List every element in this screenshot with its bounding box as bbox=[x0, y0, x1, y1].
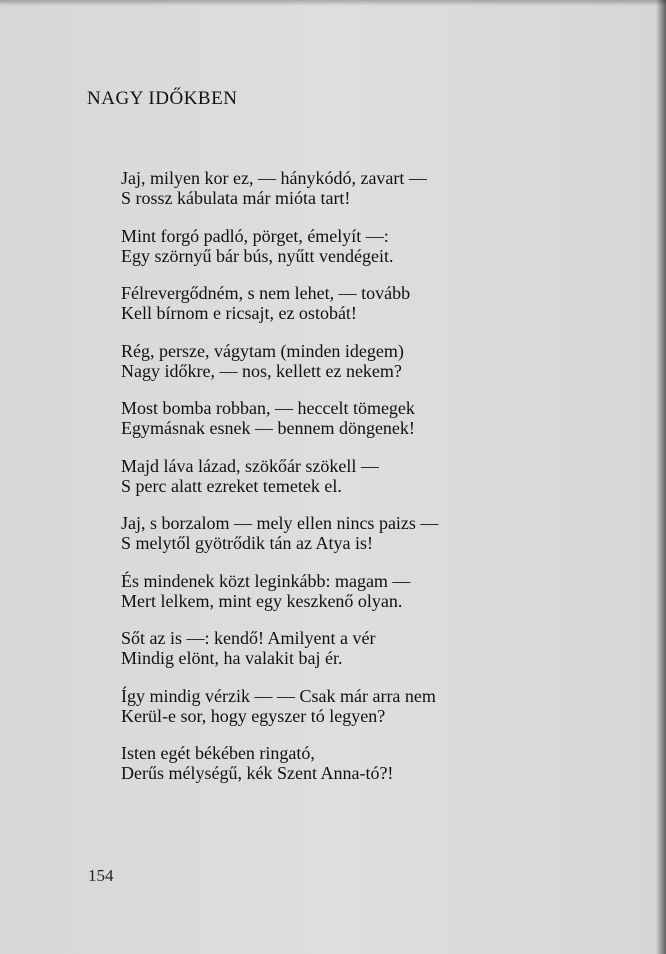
stanza bbox=[121, 341, 541, 381]
poem-line: Derűs mélységű, kék Szent Anna-tó?! bbox=[121, 763, 394, 783]
poem-line: Nagy időkre, — nos, kellett ez nekem? bbox=[121, 360, 402, 381]
stanza bbox=[121, 571, 541, 611]
page-gutter-shadow bbox=[656, 0, 666, 954]
stanza bbox=[121, 226, 541, 266]
poem-line: Így mindig vérzik — — Csak már arra nem bbox=[121, 685, 436, 706]
stanza bbox=[121, 283, 541, 323]
stanza bbox=[121, 398, 541, 438]
poem-line: Sőt az is —: kendő! Amilyent a vér bbox=[121, 628, 376, 648]
poem-line: Mert lelkem, mint egy keszkenő olyan. bbox=[121, 590, 403, 611]
poem-line: Mindig elönt, ha valakit baj ér. bbox=[121, 648, 343, 668]
poem-line: Kell bírnom e ricsajt, ez ostobát! bbox=[121, 303, 357, 323]
poem-line: Félrevergődném, s nem lehet, — tovább bbox=[121, 283, 411, 303]
poem-line: Mint forgó padló, pörget, émelyít —: bbox=[121, 225, 389, 246]
poem-line: S melytől gyötrődik tán az Atya is! bbox=[121, 533, 373, 553]
stanza bbox=[121, 743, 541, 783]
stanza bbox=[121, 628, 541, 668]
poem-line: S rossz kábulata már mióta tart! bbox=[121, 188, 351, 208]
poem-line: Kerül-e sor, hogy egyszer tó legyen? bbox=[121, 705, 386, 726]
poem-line: S perc alatt ezreket temetek el. bbox=[121, 475, 342, 496]
page-number: 154 bbox=[88, 866, 114, 885]
poem-line: És mindenek közt leginkább: magam — bbox=[121, 570, 411, 591]
poem-line: Egy szörnyű bár bús, nyűtt vendégeit. bbox=[121, 245, 394, 266]
poem bbox=[121, 168, 541, 801]
stanza bbox=[121, 456, 541, 496]
running-head: NAGY IDŐKBEN bbox=[87, 88, 238, 109]
poem-line: Majd láva lázad, szökőár szökell — bbox=[121, 455, 379, 476]
stanza bbox=[121, 513, 541, 553]
poem-line: Jaj, s borzalom — mely ellen nincs paizs — bbox=[121, 513, 439, 533]
page-top-shadow bbox=[0, 0, 666, 6]
poem-line: Rég, persze, vágytam (minden idegem) bbox=[121, 340, 404, 361]
poem-line: Egymásnak esnek — bennem döngenek! bbox=[121, 418, 415, 438]
stanza bbox=[121, 168, 541, 208]
stanza bbox=[121, 686, 541, 726]
poem-line: Jaj, milyen kor ez, — hánykódó, zavart — bbox=[121, 168, 427, 188]
poem-line: Isten egét békében ringató, bbox=[121, 743, 315, 763]
poem-line: Most bomba robban, — heccelt tömegek bbox=[121, 398, 415, 418]
